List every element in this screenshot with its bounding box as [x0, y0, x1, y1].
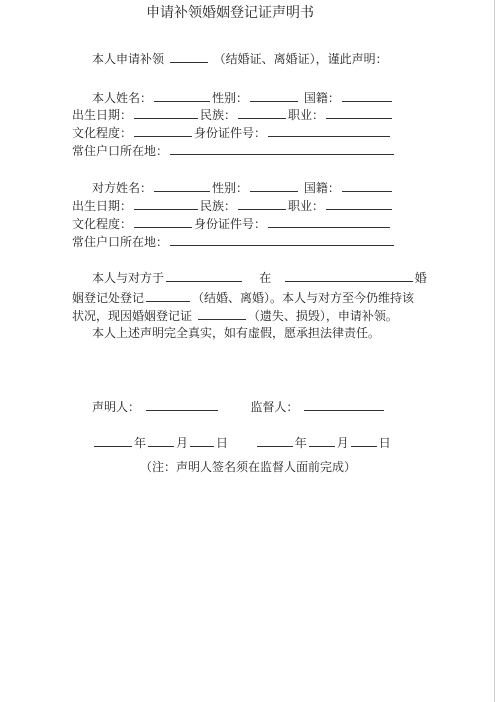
self-name-label: 本人姓名： — [92, 91, 153, 105]
certificate-type-blank[interactable] — [170, 50, 208, 63]
other-education-blank[interactable] — [134, 215, 192, 228]
self-address-label: 常住户口所在地： — [72, 144, 169, 158]
declarant-month-blank[interactable] — [148, 434, 174, 447]
other-birth-blank[interactable] — [134, 197, 198, 210]
other-nationality-blank[interactable] — [342, 179, 392, 192]
other-education-label: 文化程度： — [72, 217, 133, 231]
self-occupation-label: 职业： — [288, 108, 325, 122]
other-address-label: 常住户口所在地： — [72, 235, 169, 249]
supervisor-month-blank[interactable] — [309, 434, 335, 447]
other-ethnicity-label: 民族： — [200, 199, 237, 213]
self-name-blank[interactable] — [154, 89, 210, 102]
statement-line-4: 本人上述声明完全真实，如有虚假，愿承担法律责任。 — [92, 326, 381, 340]
statement-line-3 — [72, 307, 398, 324]
other-name-blank[interactable] — [154, 179, 210, 192]
statement-l1c: 婚 — [414, 271, 427, 285]
self-education-row — [72, 124, 392, 141]
other-ethnicity-blank[interactable] — [238, 197, 286, 210]
statement-l2a: 姻登记处登记 — [72, 291, 145, 305]
self-address-blank[interactable] — [170, 142, 394, 155]
page-edge — [494, 0, 495, 702]
statement-l3a: 状况，现因婚姻登记证 — [72, 309, 193, 323]
self-id-label: 身份证件号： — [194, 126, 267, 140]
other-id-label: 身份证件号： — [194, 217, 267, 231]
supervisor-day-blank[interactable] — [351, 434, 377, 447]
signature-note: （注：声明人签名须在监督人面前完成） — [139, 460, 356, 474]
other-gender-blank[interactable] — [250, 179, 298, 192]
self-name-row — [92, 89, 394, 106]
self-address-row — [72, 142, 396, 159]
other-address-row — [72, 233, 396, 250]
declarant-year-blank[interactable] — [94, 434, 132, 447]
statement-l1b: 在 — [259, 271, 272, 285]
declarant-day-label: 日 — [216, 436, 229, 450]
supervisor-day-label: 日 — [378, 436, 391, 450]
marriage-place-blank[interactable] — [285, 269, 413, 282]
intro-suffix: （结婚证、离婚证），谨此声明： — [213, 52, 388, 66]
registration-type-blank[interactable] — [146, 289, 190, 302]
supervisor-year-blank[interactable] — [257, 434, 293, 447]
self-education-blank[interactable] — [134, 124, 192, 137]
supervisor-signature-blank[interactable] — [304, 398, 384, 411]
self-occupation-blank[interactable] — [326, 106, 392, 119]
statement-line-2 — [72, 289, 414, 306]
self-ethnicity-label: 民族： — [200, 108, 237, 122]
self-nationality-blank[interactable] — [342, 89, 392, 102]
intro-line — [92, 50, 388, 67]
other-address-blank[interactable] — [170, 233, 394, 246]
self-gender-label: 性别： — [212, 91, 249, 105]
self-birth-row — [72, 106, 394, 123]
self-id-blank[interactable] — [268, 124, 390, 137]
supervisor-year-label: 年 — [294, 436, 307, 450]
other-occupation-label: 职业： — [288, 199, 325, 213]
statement-l2b: （结婚、离婚）。本人与对方至今仍维持该 — [192, 291, 415, 305]
declarant-month-label: 月 — [176, 436, 189, 450]
other-name-row — [92, 179, 394, 196]
statement-l1a: 本人与对方于 — [92, 271, 165, 285]
statement-line-1 — [92, 269, 427, 286]
other-occupation-blank[interactable] — [326, 197, 392, 210]
loss-reason-blank[interactable] — [198, 307, 246, 320]
self-education-label: 文化程度： — [72, 126, 133, 140]
other-gender-label: 性别： — [212, 181, 249, 195]
self-birth-label: 出生日期： — [72, 108, 133, 122]
supervisor-label: 监督人： — [250, 400, 299, 414]
date-row — [92, 434, 391, 451]
self-gender-blank[interactable] — [250, 89, 298, 102]
other-id-blank[interactable] — [268, 215, 390, 228]
declarant-year-label: 年 — [134, 436, 147, 450]
other-nationality-label: 国籍： — [303, 181, 340, 195]
other-education-row — [72, 215, 392, 232]
page-title: 申请补领婚姻登记证声明书 — [146, 5, 314, 21]
other-birth-label: 出生日期： — [72, 199, 133, 213]
self-nationality-label: 国籍： — [303, 91, 340, 105]
other-birth-row — [72, 197, 394, 214]
marriage-date-blank[interactable] — [166, 269, 242, 282]
intro-prefix: 本人申请补领 — [92, 52, 165, 66]
self-birth-blank[interactable] — [134, 106, 198, 119]
declarant-day-blank[interactable] — [190, 434, 214, 447]
declarant-label: 声明人： — [92, 400, 141, 414]
statement-l3b: （遗失、损毁），申请补领。 — [247, 309, 398, 323]
self-ethnicity-blank[interactable] — [238, 106, 286, 119]
supervisor-month-label: 月 — [336, 436, 349, 450]
other-name-label: 对方姓名： — [92, 181, 153, 195]
signature-row — [92, 398, 386, 415]
declarant-signature-blank[interactable] — [146, 398, 218, 411]
